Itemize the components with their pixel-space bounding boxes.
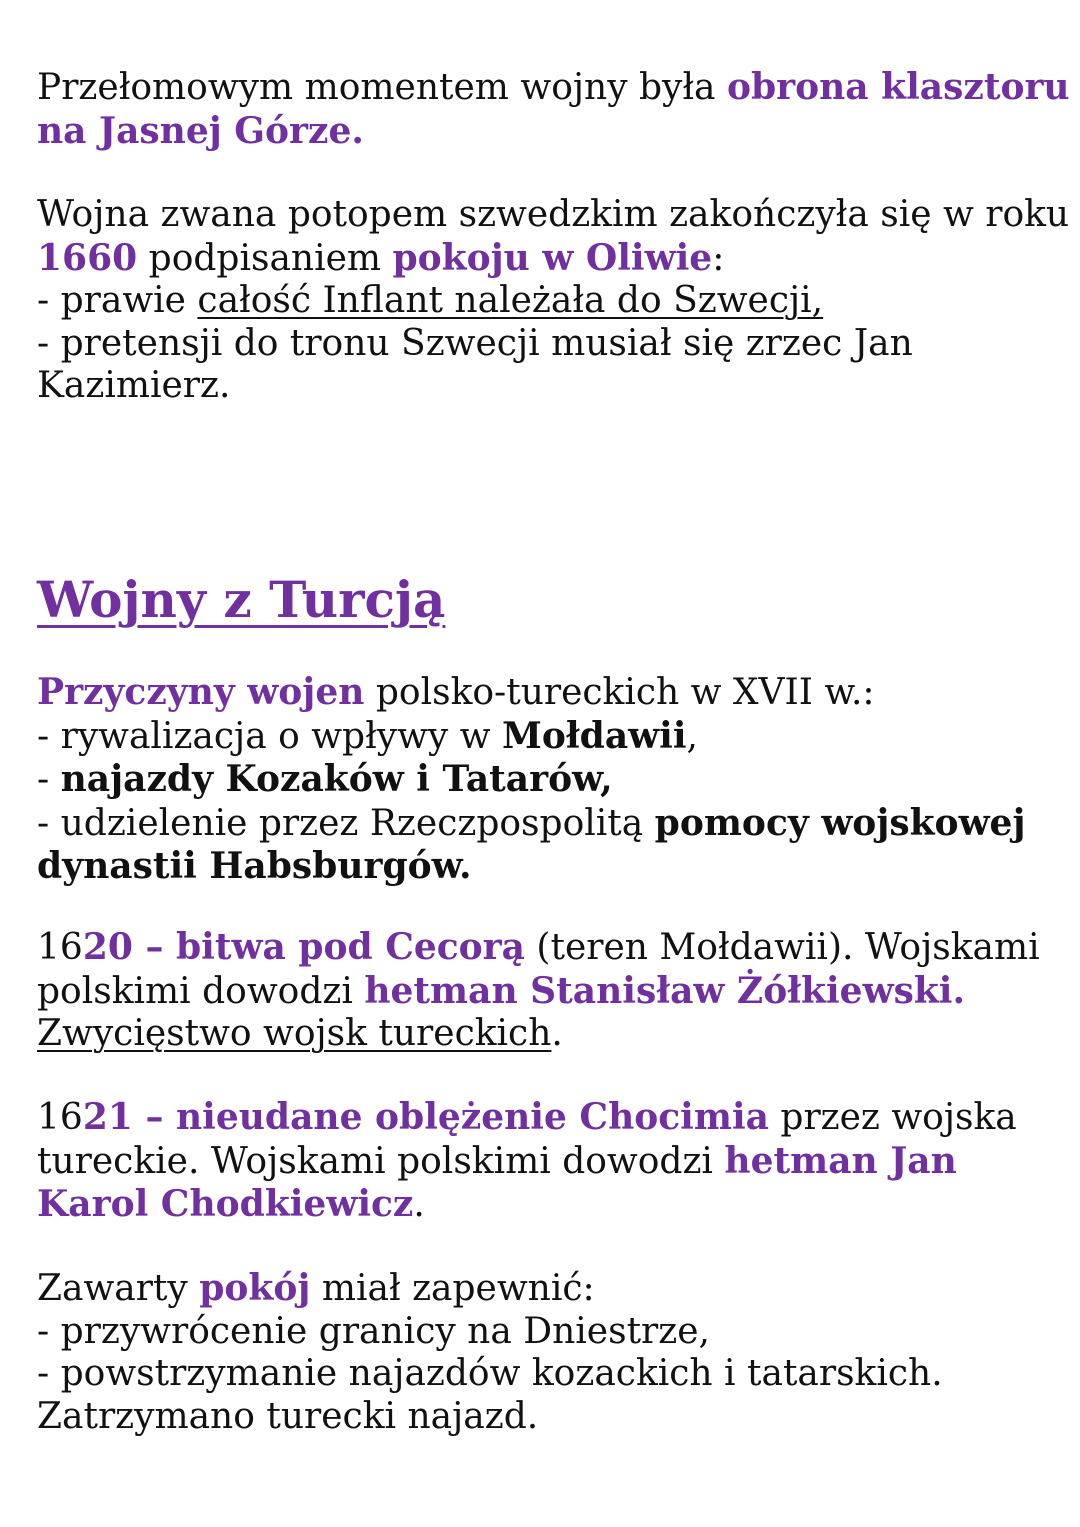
highlight-przyczyny: Przyczyny wojen (37, 671, 365, 713)
paragraph-1620-cecora: 1620 – bitwa pod Cecorą (teren Mołdawii). Wojskami polskimi dowodzi hetman Stanisław Żółkiewski. Zwycięstwo wojsk tureckich. (37, 926, 1040, 1054)
highlight-chocim: 21 – nieudane oblężenie Chocimia (82, 1096, 769, 1138)
paragraph-1621-chocim: 1621 – nieudane oblężenie Chocimia przez wojska tureckie. Wojskami polskimi dowodzi hetman Jan Karol Chodkiewicz. (37, 1096, 1017, 1225)
list-item: - prawie całość Inflant należała do Szwecji, (37, 280, 824, 321)
highlight-cecora: 20 – bitwa pod Cecorą (82, 926, 525, 968)
underlined-inflanty: całość Inflant należała do Szwecji, (197, 280, 824, 321)
paragraph-przyczyny: Przyczyny wojen polsko-tureckich w XVII w.: - rywalizacja o wpływy w Mołdawii, - najazdy Kozaków i Tatarów, - udzielenie przez Rzeczpospolitą pomocy wojskowej dynastii Habsburgów. (37, 671, 1050, 888)
highlight-chodkiewicz: hetman Jan (724, 1139, 957, 1182)
highlight-pokoj: pokój (199, 1267, 311, 1309)
list-item: - rywalizacja o wpływy w Mołdawii, (37, 714, 698, 757)
highlight-jasna-gora: na Jasnej Górze. (37, 109, 364, 152)
list-item: - najazdy Kozaków i Tatarów, (37, 758, 613, 800)
highlight-obrona: obrona klasztoru (726, 66, 1070, 108)
list-item: - pretensji do tronu Szwecji musiał się zrzec Jan (37, 322, 913, 364)
section-heading: Wojny z Turcją (37, 570, 446, 629)
underlined-zwyciestwo: Zwycięstwo wojsk tureckich (37, 1013, 552, 1054)
list-item: - przywrócenie granicy na Dniestrze, (37, 1310, 710, 1352)
list-item: - powstrzymanie najazdów kozackich i tatarskich. (37, 1353, 943, 1394)
highlight-zolkiewski: hetman Stanisław Żółkiewski. (364, 969, 965, 1012)
paragraph-jasna-gora: Przełomowym momentem wojny była obrona klasztoru na Jasnej Górze. (37, 66, 1070, 152)
list-item: - udzielenie przez Rzeczpospolitą pomocy wojskowej (37, 801, 1026, 844)
year-1660: 1660 (37, 236, 138, 279)
paragraph-pokoj-oliwa: Wojna zwana potopem szwedzkim zakończyła się w roku 1660 podpisaniem pokoju w Oliwie: - prawie całość Inflant należała do Szwecji, - pretensji do tronu Szwecji musiał się zrzec Jan Kazimierz. (37, 194, 1070, 406)
highlight-pokoj-oliwa: pokoju w Oliwie (392, 236, 713, 279)
paragraph-pokoj: Zawarty pokój miał zapewnić: - przywrócenie granicy na Dniestrze, - powstrzymanie najazdów kozackich i tatarskich. Zatrzymano turecki najazd. (37, 1267, 1050, 1438)
